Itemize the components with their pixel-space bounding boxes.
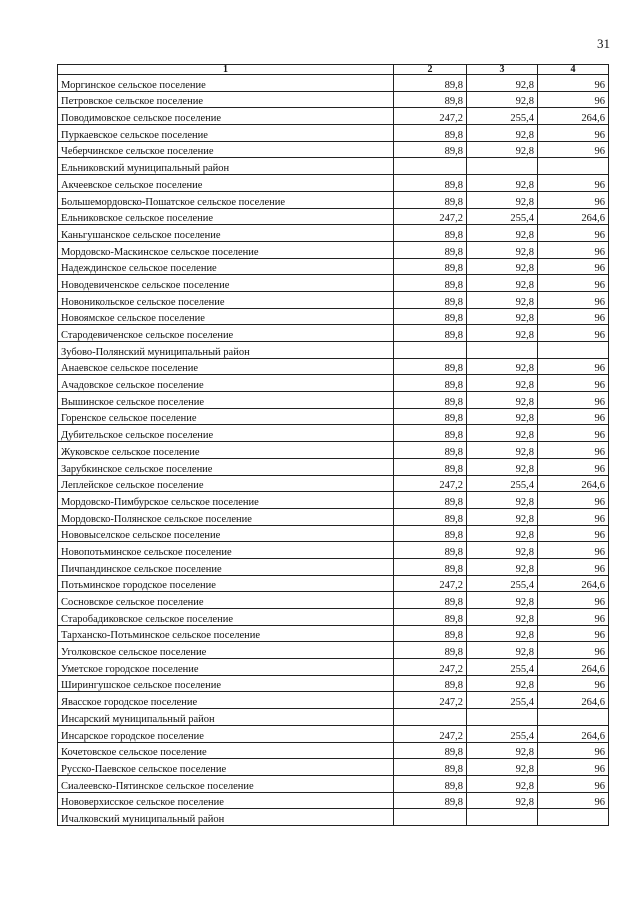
row-name-cell: Инсарский муниципальный район	[58, 709, 394, 726]
row-name-cell: Ачадовское сельское поселение	[58, 375, 394, 392]
row-value-2-cell: 89,8	[394, 75, 467, 92]
table-row	[58, 392, 609, 409]
row-value-2-cell: 89,8	[394, 442, 467, 459]
row-value-2-cell: 89,8	[394, 425, 467, 442]
row-value-3-cell: 92,8	[467, 225, 538, 242]
row-name-cell: Мордовско-Полянское сельское поселение	[58, 508, 394, 525]
table-row	[58, 258, 609, 275]
row-value-4-cell: 96	[538, 609, 609, 626]
row-name-cell: Пичпандинское сельское поселение	[58, 558, 394, 575]
row-value-3-cell: 255,4	[467, 475, 538, 492]
row-value-2-cell: 89,8	[394, 175, 467, 192]
table-row	[58, 225, 609, 242]
row-value-4-cell: 96	[538, 525, 609, 542]
row-value-3-cell	[467, 809, 538, 826]
row-value-2-cell: 89,8	[394, 241, 467, 258]
row-value-3-cell: 92,8	[467, 792, 538, 809]
table-row	[58, 775, 609, 792]
row-value-2-cell: 89,8	[394, 558, 467, 575]
table-row	[58, 558, 609, 575]
row-value-2-cell: 89,8	[394, 325, 467, 342]
row-value-2-cell: 89,8	[394, 358, 467, 375]
row-value-3-cell: 92,8	[467, 308, 538, 325]
row-value-3-cell: 92,8	[467, 542, 538, 559]
row-value-2-cell: 89,8	[394, 775, 467, 792]
row-name-cell: Зарубкинское сельское поселение	[58, 458, 394, 475]
row-value-2-cell: 89,8	[394, 375, 467, 392]
row-value-2-cell: 247,2	[394, 692, 467, 709]
row-value-2-cell: 89,8	[394, 542, 467, 559]
row-value-2-cell: 247,2	[394, 725, 467, 742]
row-value-3-cell	[467, 158, 538, 175]
row-value-3-cell: 92,8	[467, 241, 538, 258]
row-value-4-cell: 264,6	[538, 659, 609, 676]
row-value-3-cell: 255,4	[467, 208, 538, 225]
row-value-2-cell: 247,2	[394, 208, 467, 225]
row-name-cell: Старобадиковское сельское поселение	[58, 609, 394, 626]
table-row	[58, 342, 609, 359]
row-name-cell: Акчеевское сельское поселение	[58, 175, 394, 192]
row-value-3-cell: 92,8	[467, 442, 538, 459]
row-name-cell: Каньгушанское сельское поселение	[58, 225, 394, 242]
row-value-4-cell: 96	[538, 191, 609, 208]
table-row	[58, 275, 609, 292]
row-value-4-cell: 96	[538, 275, 609, 292]
row-value-4-cell: 96	[538, 392, 609, 409]
row-value-2-cell: 89,8	[394, 625, 467, 642]
row-name-cell: Жуковское сельское поселение	[58, 442, 394, 459]
row-value-3-cell: 255,4	[467, 659, 538, 676]
row-value-4-cell: 96	[538, 91, 609, 108]
row-name-cell: Уголковское сельское поселение	[58, 642, 394, 659]
row-name-cell: Ельниковский муниципальный район	[58, 158, 394, 175]
row-value-4-cell: 96	[538, 742, 609, 759]
table-row	[58, 175, 609, 192]
row-value-2-cell: 89,8	[394, 642, 467, 659]
row-name-cell: Петровское сельское поселение	[58, 91, 394, 108]
table-row	[58, 492, 609, 509]
table-row	[58, 375, 609, 392]
row-value-2-cell	[394, 158, 467, 175]
table-row	[58, 675, 609, 692]
row-name-cell: Сосновское сельское поселение	[58, 592, 394, 609]
row-value-2-cell: 89,8	[394, 492, 467, 509]
row-value-4-cell: 96	[538, 291, 609, 308]
row-value-3-cell: 92,8	[467, 125, 538, 142]
row-name-cell: Вышинское сельское поселение	[58, 392, 394, 409]
table-row	[58, 458, 609, 475]
row-value-4-cell: 96	[538, 175, 609, 192]
row-value-4-cell: 96	[538, 408, 609, 425]
row-value-4-cell: 96	[538, 492, 609, 509]
row-value-3-cell: 92,8	[467, 625, 538, 642]
row-name-cell: Тарханско-Потьминское сельское поселение	[58, 625, 394, 642]
row-name-cell: Пуркаевское сельское поселение	[58, 125, 394, 142]
row-value-3-cell: 92,8	[467, 358, 538, 375]
row-value-2-cell: 247,2	[394, 475, 467, 492]
row-value-3-cell: 92,8	[467, 508, 538, 525]
table-row	[58, 91, 609, 108]
table-row	[58, 709, 609, 726]
row-value-4-cell: 96	[538, 358, 609, 375]
row-value-2-cell: 247,2	[394, 659, 467, 676]
row-name-cell: Явасское городское поселение	[58, 692, 394, 709]
table-row	[58, 475, 609, 492]
row-value-3-cell: 92,8	[467, 75, 538, 92]
row-name-cell: Чеберчинское сельское поселение	[58, 141, 394, 158]
row-name-cell: Мордовско-Маскинское сельское поселение	[58, 241, 394, 258]
row-value-3-cell: 255,4	[467, 725, 538, 742]
table-row	[58, 108, 609, 125]
row-name-cell: Новоникольское сельское поселение	[58, 291, 394, 308]
row-name-cell: Горенское сельское поселение	[58, 408, 394, 425]
row-name-cell: Нововерхисское сельское поселение	[58, 792, 394, 809]
row-name-cell: Мордовско-Пимбурское сельское поселение	[58, 492, 394, 509]
table-row	[58, 241, 609, 258]
row-value-4-cell: 96	[538, 125, 609, 142]
row-value-3-cell: 92,8	[467, 558, 538, 575]
row-name-cell: Надеждинское сельское поселение	[58, 258, 394, 275]
row-value-4-cell: 96	[538, 325, 609, 342]
column-header-4: 4	[538, 65, 609, 75]
table-row	[58, 141, 609, 158]
row-name-cell: Новоямское сельское поселение	[58, 308, 394, 325]
table-row	[58, 809, 609, 826]
row-value-4-cell: 96	[538, 225, 609, 242]
row-name-cell: Леплейское сельское поселение	[58, 475, 394, 492]
row-value-4-cell: 96	[538, 258, 609, 275]
row-value-3-cell: 92,8	[467, 592, 538, 609]
row-name-cell: Инсарское городское поселение	[58, 725, 394, 742]
row-value-3-cell: 92,8	[467, 759, 538, 776]
row-value-2-cell: 89,8	[394, 742, 467, 759]
row-value-2-cell: 89,8	[394, 392, 467, 409]
row-value-3-cell: 92,8	[467, 291, 538, 308]
row-name-cell: Поводимовское сельское поселение	[58, 108, 394, 125]
row-value-3-cell: 92,8	[467, 425, 538, 442]
table-body	[58, 65, 609, 826]
row-value-4-cell: 96	[538, 75, 609, 92]
row-value-4-cell	[538, 709, 609, 726]
row-value-4-cell: 96	[538, 558, 609, 575]
row-value-2-cell: 89,8	[394, 609, 467, 626]
row-value-2-cell: 89,8	[394, 458, 467, 475]
row-value-2-cell: 89,8	[394, 91, 467, 108]
row-value-3-cell: 92,8	[467, 675, 538, 692]
row-name-cell: Уметское городское поселение	[58, 659, 394, 676]
row-value-4-cell	[538, 342, 609, 359]
row-name-cell: Потьминское городское поселение	[58, 575, 394, 592]
row-value-4-cell: 264,6	[538, 692, 609, 709]
row-value-2-cell	[394, 342, 467, 359]
table-row	[58, 625, 609, 642]
table-row	[58, 575, 609, 592]
table-row	[58, 642, 609, 659]
row-value-2-cell: 247,2	[394, 575, 467, 592]
table-row	[58, 659, 609, 676]
row-name-cell: Новодевиченское сельское поселение	[58, 275, 394, 292]
row-value-4-cell: 264,6	[538, 108, 609, 125]
table-row	[58, 525, 609, 542]
row-value-4-cell: 96	[538, 508, 609, 525]
table-row	[58, 358, 609, 375]
table-row	[58, 692, 609, 709]
table-row	[58, 442, 609, 459]
row-value-4-cell: 96	[538, 542, 609, 559]
row-value-3-cell: 92,8	[467, 408, 538, 425]
row-name-cell: Моргинское сельское поселение	[58, 75, 394, 92]
row-value-3-cell: 92,8	[467, 742, 538, 759]
row-name-cell: Русско-Паевское сельское поселение	[58, 759, 394, 776]
table-row	[58, 542, 609, 559]
row-value-3-cell: 255,4	[467, 575, 538, 592]
row-name-cell: Зубово-Полянский муниципальный район	[58, 342, 394, 359]
row-name-cell: Нововыселское сельское поселение	[58, 525, 394, 542]
row-value-4-cell	[538, 809, 609, 826]
table-row	[58, 792, 609, 809]
row-name-cell: Кочетовское сельское поселение	[58, 742, 394, 759]
row-value-3-cell: 92,8	[467, 325, 538, 342]
table-row	[58, 158, 609, 175]
row-value-3-cell: 92,8	[467, 392, 538, 409]
row-value-3-cell: 92,8	[467, 609, 538, 626]
row-value-2-cell: 247,2	[394, 108, 467, 125]
row-value-4-cell: 96	[538, 775, 609, 792]
table-row	[58, 742, 609, 759]
row-value-4-cell: 96	[538, 442, 609, 459]
table-row	[58, 191, 609, 208]
row-value-4-cell: 96	[538, 308, 609, 325]
table-row	[58, 75, 609, 92]
row-value-3-cell: 92,8	[467, 642, 538, 659]
row-value-4-cell: 264,6	[538, 725, 609, 742]
table-row	[58, 592, 609, 609]
row-value-4-cell: 96	[538, 792, 609, 809]
row-value-2-cell: 89,8	[394, 141, 467, 158]
table-row	[58, 291, 609, 308]
row-value-2-cell: 89,8	[394, 125, 467, 142]
row-value-4-cell: 96	[538, 375, 609, 392]
row-value-4-cell: 96	[538, 241, 609, 258]
row-value-4-cell: 96	[538, 642, 609, 659]
row-value-2-cell: 89,8	[394, 258, 467, 275]
row-value-2-cell	[394, 809, 467, 826]
row-value-2-cell: 89,8	[394, 508, 467, 525]
row-name-cell: Анаевское сельское поселение	[58, 358, 394, 375]
table-row	[58, 759, 609, 776]
table-row	[58, 125, 609, 142]
row-value-2-cell: 89,8	[394, 291, 467, 308]
column-header-1: 1	[58, 65, 394, 75]
row-value-3-cell: 92,8	[467, 525, 538, 542]
row-name-cell: Большемордовско-Пошатское сельское поселение	[58, 191, 394, 208]
row-name-cell: Стародевиченское сельское поселение	[58, 325, 394, 342]
row-value-4-cell: 264,6	[538, 575, 609, 592]
row-value-4-cell: 96	[538, 675, 609, 692]
table-row	[58, 208, 609, 225]
row-value-3-cell: 255,4	[467, 692, 538, 709]
row-value-3-cell: 92,8	[467, 141, 538, 158]
row-name-cell: Ширингушское сельское поселение	[58, 675, 394, 692]
table-row	[58, 408, 609, 425]
table-row	[58, 425, 609, 442]
row-value-4-cell: 96	[538, 759, 609, 776]
row-value-2-cell: 89,8	[394, 592, 467, 609]
row-value-3-cell	[467, 342, 538, 359]
page-number: 31	[597, 36, 610, 51]
row-value-3-cell: 92,8	[467, 175, 538, 192]
row-value-2-cell: 89,8	[394, 675, 467, 692]
row-value-4-cell: 96	[538, 425, 609, 442]
row-value-3-cell: 92,8	[467, 258, 538, 275]
row-name-cell: Новопотьминское сельское поселение	[58, 542, 394, 559]
row-value-3-cell: 92,8	[467, 191, 538, 208]
row-value-2-cell: 89,8	[394, 191, 467, 208]
row-value-3-cell: 92,8	[467, 775, 538, 792]
row-value-3-cell: 92,8	[467, 275, 538, 292]
data-table	[57, 64, 609, 826]
row-value-2-cell: 89,8	[394, 408, 467, 425]
table-row	[58, 508, 609, 525]
table-row	[58, 609, 609, 626]
row-value-3-cell: 92,8	[467, 492, 538, 509]
row-name-cell: Дубительское сельское поселение	[58, 425, 394, 442]
table-header-row	[58, 65, 609, 75]
row-value-2-cell: 89,8	[394, 525, 467, 542]
row-value-2-cell: 89,8	[394, 308, 467, 325]
row-value-3-cell: 92,8	[467, 458, 538, 475]
row-value-4-cell: 96	[538, 625, 609, 642]
row-value-3-cell: 92,8	[467, 91, 538, 108]
row-value-2-cell	[394, 709, 467, 726]
row-name-cell: Ичалковский муниципальный район	[58, 809, 394, 826]
row-value-4-cell	[538, 158, 609, 175]
table-row	[58, 308, 609, 325]
row-value-4-cell: 96	[538, 141, 609, 158]
row-name-cell: Сиалеевско-Пятинское сельское поселение	[58, 775, 394, 792]
row-value-3-cell	[467, 709, 538, 726]
column-header-2: 2	[394, 65, 467, 75]
row-value-2-cell: 89,8	[394, 792, 467, 809]
row-value-2-cell: 89,8	[394, 225, 467, 242]
row-name-cell: Ельниковское сельское поселение	[58, 208, 394, 225]
row-value-4-cell: 264,6	[538, 475, 609, 492]
row-value-4-cell: 96	[538, 592, 609, 609]
table-row	[58, 725, 609, 742]
table-row	[58, 325, 609, 342]
row-value-4-cell: 264,6	[538, 208, 609, 225]
row-value-3-cell: 92,8	[467, 375, 538, 392]
row-value-2-cell: 89,8	[394, 275, 467, 292]
row-value-2-cell: 89,8	[394, 759, 467, 776]
row-value-3-cell: 255,4	[467, 108, 538, 125]
column-header-3: 3	[467, 65, 538, 75]
row-value-4-cell: 96	[538, 458, 609, 475]
